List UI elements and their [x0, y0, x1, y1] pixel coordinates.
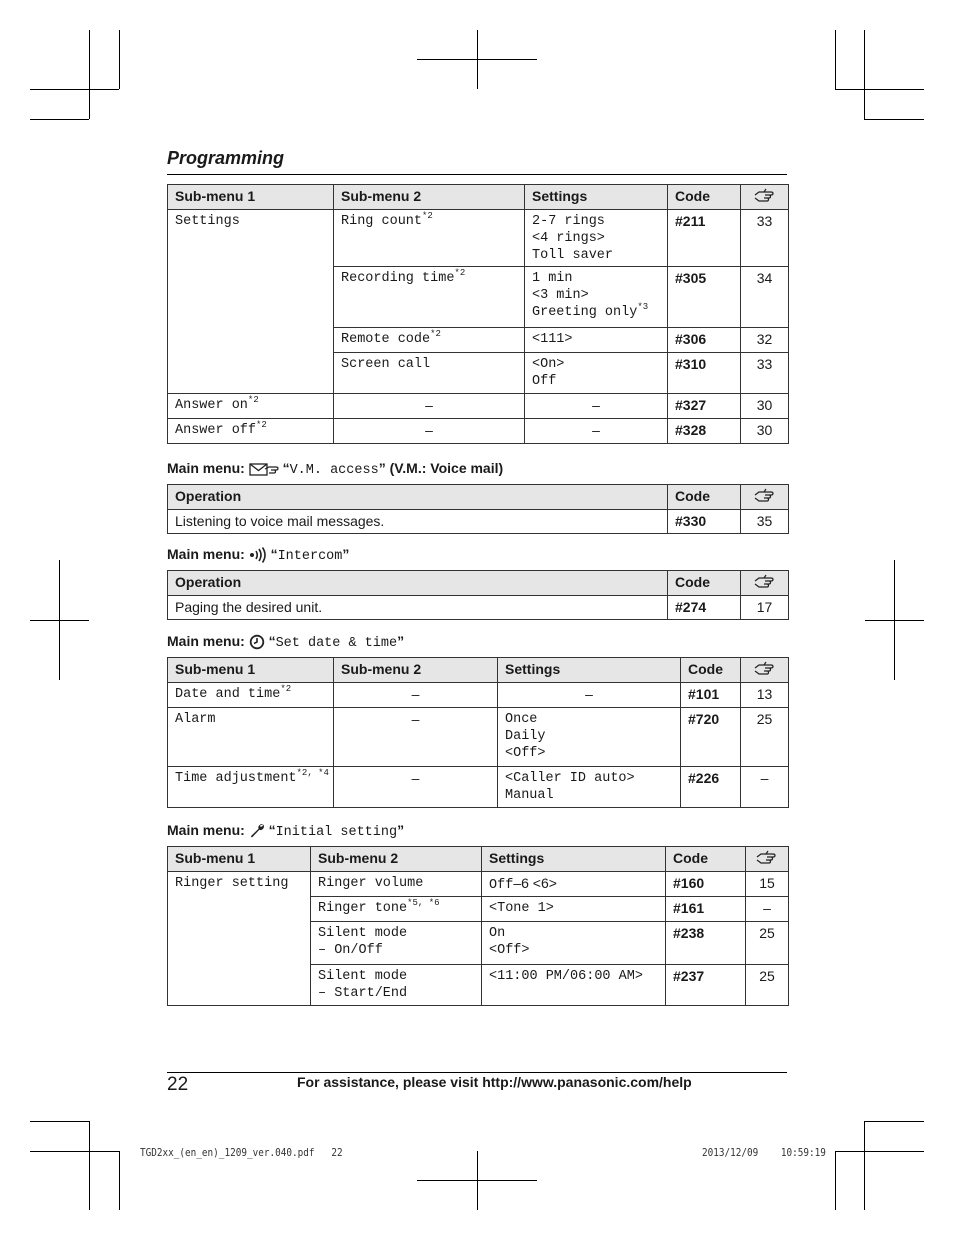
sub-menu-1-cell: Settings	[168, 210, 334, 394]
page-ref-cell: 35	[741, 510, 789, 534]
column-header: Operation	[168, 571, 668, 596]
sub-menu-2-cell: –	[334, 419, 525, 444]
sub-menu-2-cell: Ring count$^{*2}$	[334, 210, 525, 267]
sub-menu-1-cell: Answer $on^{*2}$	[168, 394, 334, 419]
crop-mark	[30, 89, 119, 90]
table-row	[168, 210, 789, 267]
column-header: Sub-menu 2	[334, 185, 525, 210]
column-header: Sub-menu 1	[168, 847, 311, 872]
initial-setting-menu-label: Main menu: “Initial setting”	[167, 822, 405, 840]
pointing-hand-icon	[753, 572, 777, 590]
page-ref-header	[741, 485, 789, 510]
column-header: Settings	[482, 847, 666, 872]
page-ref-cell: –	[741, 767, 789, 808]
sub-menu-1-cell: Ringer setting	[168, 872, 311, 1006]
page-ref-cell: 25	[741, 708, 789, 767]
sub-menu-2-cell: Screen call	[334, 353, 525, 394]
code-cell: #274	[668, 596, 741, 620]
crop-mark	[119, 30, 120, 89]
column-header: Settings	[525, 185, 668, 210]
crop-mark	[835, 1151, 924, 1152]
code-cell: #328	[668, 419, 741, 444]
sub-menu-1-cell: Alarm	[168, 708, 334, 767]
code-cell: #161	[666, 897, 746, 922]
crop-mark	[835, 1151, 836, 1210]
title-divider	[167, 174, 787, 175]
column-header: Sub-menu 1	[168, 185, 334, 210]
sub-menu-1-cell: Answer off$^{*2}$	[168, 419, 334, 444]
table-header-row	[168, 571, 789, 596]
pointing-hand-icon	[753, 659, 777, 677]
page-ref-cell: 34	[741, 267, 789, 328]
code-cell: #330	[668, 510, 741, 534]
sub-menu-2-cell: Recording time$^{*2}$	[334, 267, 525, 328]
crop-mark	[417, 1180, 537, 1181]
crop-mark	[865, 620, 924, 621]
settings-cell: <111>	[525, 328, 668, 353]
operation-cell: Listening to voice mail messages.	[168, 510, 668, 534]
page-ref-cell: 13	[741, 683, 789, 708]
sub-menu-2-cell: –	[334, 683, 498, 708]
table-header-row	[168, 847, 789, 872]
page-ref-cell: 32	[741, 328, 789, 353]
crop-mark	[835, 89, 924, 90]
column-header: Operation	[168, 485, 668, 510]
sub-menu-1-cell: Date and time$^{*2}$	[168, 683, 334, 708]
code-cell: #327	[668, 394, 741, 419]
crop-mark	[864, 30, 865, 119]
page-ref-header	[741, 658, 789, 683]
section-title: Programming	[167, 148, 285, 168]
settings-cell: On <Off>	[482, 922, 666, 965]
sub-menu-1-cell: Time adjustment$^{*2, *4}$	[168, 767, 334, 808]
clock-icon	[249, 634, 265, 650]
intercom-table	[167, 570, 789, 620]
pointing-hand-icon	[755, 848, 779, 866]
table-row	[168, 767, 789, 808]
column-header: Code	[681, 658, 741, 683]
page-ref-cell: 17	[741, 596, 789, 620]
crop-mark	[30, 620, 89, 621]
crop-mark	[119, 1151, 120, 1210]
date-time-table	[167, 657, 789, 808]
table-row	[168, 394, 789, 419]
wrench-icon	[249, 823, 265, 839]
settings-cell: <Caller ID auto> Manual	[498, 767, 681, 808]
page-ref-cell: 15	[746, 872, 789, 897]
vm-menu-label: Main menu: “V.M. access” (V.M.: Voice mail)	[167, 460, 504, 478]
settings-cell: –	[498, 683, 681, 708]
table-row	[168, 683, 789, 708]
code-cell: #101	[681, 683, 741, 708]
column-header: Code	[666, 847, 746, 872]
settings-cell: Once Daily <Off>	[498, 708, 681, 767]
page-ref-header	[746, 847, 789, 872]
pointing-hand-icon	[753, 486, 777, 504]
column-header: Code	[668, 185, 741, 210]
code-cell: #160	[666, 872, 746, 897]
code-cell: #305	[668, 267, 741, 328]
column-header: Sub-menu 1	[168, 658, 334, 683]
crop-mark	[864, 1121, 865, 1210]
print-file-info: TGD2xx_(en_en)_1209_ver.040.pdf 22	[140, 1146, 343, 1159]
code-cell: #237	[666, 965, 746, 1006]
print-timestamp: 2013/12/09 10:59:19	[702, 1146, 826, 1159]
column-header: Code	[668, 485, 741, 510]
table-row	[168, 708, 789, 767]
crop-mark	[864, 119, 924, 120]
settings-cell: <Tone 1>	[482, 897, 666, 922]
page-ref-cell: 25	[746, 965, 789, 1006]
column-header: Sub-menu 2	[311, 847, 482, 872]
settings-cell: –	[525, 419, 668, 444]
table-row	[168, 872, 789, 897]
sub-menu-2-cell: Ringer volume	[311, 872, 482, 897]
page-number: 22	[167, 1074, 189, 1095]
crop-mark	[30, 1151, 119, 1152]
crop-mark	[30, 1121, 89, 1122]
sub-menu-2-cell: –	[334, 394, 525, 419]
code-cell: #226	[681, 767, 741, 808]
settings-cell: <On> Off	[525, 353, 668, 394]
table-row	[168, 596, 789, 620]
sub-menu-2-cell: –	[334, 708, 498, 767]
table-row	[168, 510, 789, 534]
settings-cell: 2-7 rings <4 rings> Toll saver	[525, 210, 668, 267]
table-header-row	[168, 185, 789, 210]
crop-mark	[835, 30, 836, 89]
assistance-text: For assistance, please visit http://www.panasonic.com/help	[297, 1074, 692, 1090]
sub-menu-2-cell: Silent mode – On/Off	[311, 922, 482, 965]
crop-mark	[89, 30, 90, 119]
intercom-menu-label: Main menu: “Intercom”	[167, 546, 350, 564]
date-menu-label: Main menu: “Set date & time”	[167, 633, 405, 651]
sub-menu-2-cell: Silent mode – Start/End	[311, 965, 482, 1006]
operation-cell: Paging the desired unit.	[168, 596, 668, 620]
column-header: Code	[668, 571, 741, 596]
page-ref-cell: 33	[741, 353, 789, 394]
initial-setting-table	[167, 846, 789, 1006]
crop-mark	[864, 1121, 924, 1122]
code-cell: #238	[666, 922, 746, 965]
code-cell: #310	[668, 353, 741, 394]
code-cell: #306	[668, 328, 741, 353]
settings-cell: Off–6 <6>	[482, 872, 666, 897]
crop-mark	[417, 59, 537, 60]
table-header-row	[168, 658, 789, 683]
page-ref-cell: 33	[741, 210, 789, 267]
column-header: Sub-menu 2	[334, 658, 498, 683]
crop-mark	[89, 1121, 90, 1210]
page-ref-cell: –	[746, 897, 789, 922]
settings-cell: –	[525, 394, 668, 419]
column-header: Settings	[498, 658, 681, 683]
page-ref-cell: 30	[741, 394, 789, 419]
page-ref-header	[741, 185, 789, 210]
settings-cell: <11:00 PM/06:00 AM>	[482, 965, 666, 1006]
page-ref-header	[741, 571, 789, 596]
voicemail-table	[167, 484, 789, 534]
sub-menu-2-cell: Remote code$^{*2}$	[334, 328, 525, 353]
footer-divider	[167, 1072, 787, 1073]
crop-mark	[30, 119, 89, 120]
voicemail-icon	[249, 461, 279, 477]
page-ref-cell: 30	[741, 419, 789, 444]
code-cell: #720	[681, 708, 741, 767]
pointing-hand-icon	[753, 186, 777, 204]
sub-menu-2-cell: –	[334, 767, 498, 808]
code-cell: #211	[668, 210, 741, 267]
table-header-row	[168, 485, 789, 510]
intercom-icon	[249, 547, 267, 563]
page-ref-cell: 25	[746, 922, 789, 965]
table-row	[168, 419, 789, 444]
sub-menu-2-cell: Ringer tone$^{*5, *6}$	[311, 897, 482, 922]
settings-cell: 1 min <3 min> Greeting only$^{*3}$	[525, 267, 668, 328]
settings-table	[167, 184, 789, 444]
